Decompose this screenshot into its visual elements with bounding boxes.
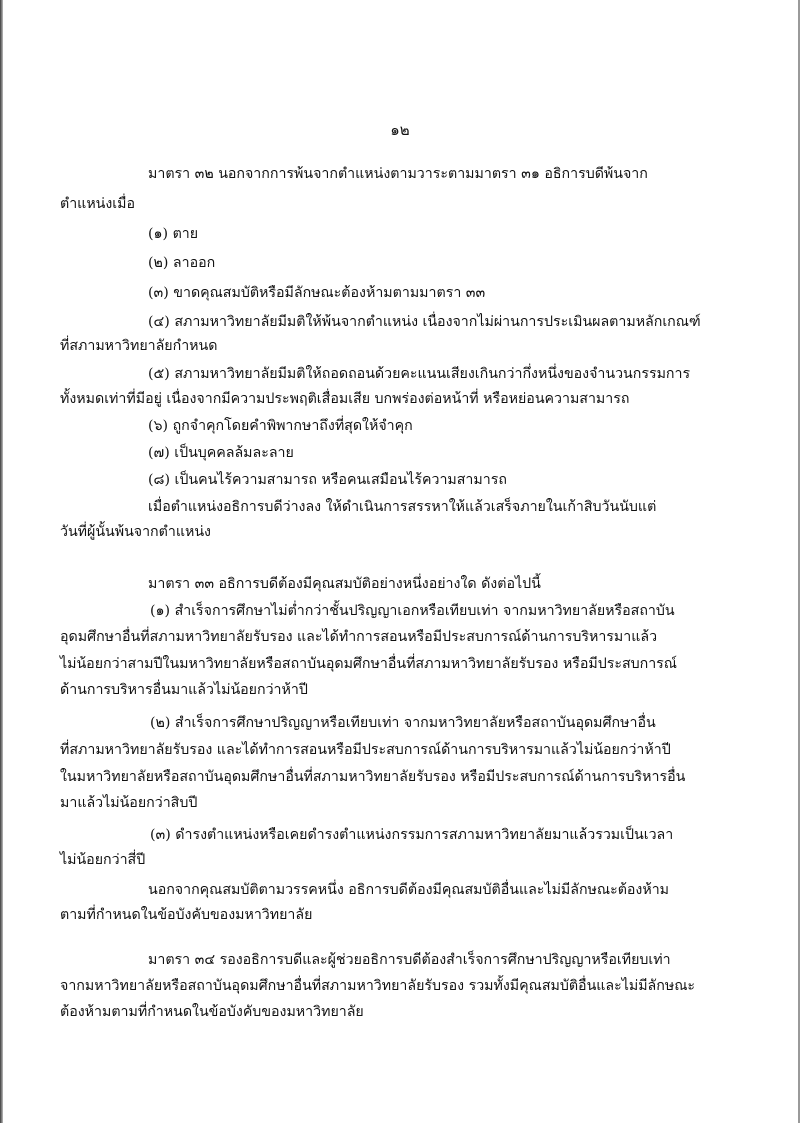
list-item: (๔) สภามหาวิทยาลัยมีมติให้พ้นจากตำแหน่ง เนื่องจากไม่ผ่านการประเมินผลตามหลักเกณฑ์	[148, 314, 701, 330]
list-item: (๒) ลาออก	[148, 255, 216, 271]
text-line: ในมหาวิทยาลัยหรือสถาบันอุดมศึกษาอื่นที่สภามหาวิทยาลัยรับรอง หรือมีประสบการณ์ด้านการบริหารอื่น	[60, 769, 686, 785]
section-33-heading-line: มาตรา ๓๓ อธิการบดีต้องมีคุณสมบัติอย่างหนึ่งอย่างใด ดังต่อไปนี้	[148, 576, 541, 592]
list-item: (๓) ขาดคุณสมบัติหรือมีลักษณะต้องห้ามตามมาตรา ๓๓	[148, 285, 486, 301]
page-number: ๑๒	[390, 121, 410, 139]
text-line: นอกจากคุณสมบัติตามวรรคหนึ่ง อธิการบดีต้องมีคุณสมบัติอื่นและไม่มีลักษณะต้องห้าม	[148, 882, 670, 898]
text-line: จากมหาวิทยาลัยหรือสถาบันอุดมศึกษาอื่นที่สภามหาวิทยาลัยรับรอง รวมทั้งมีคุณสมบัติอื่นและไม่มีลักษณะ	[60, 978, 695, 994]
list-item: (๓) ดำรงตำแหน่งหรือเคยดำรงตำแหน่งกรรมการสภามหาวิทยาลัยมาแล้วรวมเป็นเวลา	[150, 827, 674, 843]
section-32-heading-line: มาตรา ๓๒ นอกจากการพ้นจากตำแหน่งตามวาระตามมาตรา ๓๑ อธิการบดีพ้นจาก	[148, 166, 648, 182]
scan-edge-left	[0, 0, 3, 1123]
text-line: ที่สภามหาวิทยาลัยกำหนด	[60, 338, 218, 354]
list-item: (๕) สภามหาวิทยาลัยมีมติให้ถอดถอนด้วยคะแนนเสียงเกินกว่ากึ่งหนึ่งของจำนวนกรรมการ	[148, 366, 691, 382]
text-line: มาแล้วไม่น้อยกว่าสิบปี	[60, 795, 198, 811]
text-line: ทั้งหมดเท่าที่มีอยู่ เนื่องจากมีความประพฤติเสื่อมเสีย บกพร่องต่อหน้าที่ หรือหย่อนความสามารถ	[60, 391, 630, 407]
list-item: (๘) เป็นคนไร้ความสามารถ หรือคนเสมือนไร้ความสามารถ	[148, 472, 507, 488]
text-line: ตามที่กำหนดในข้อบังคับของมหาวิทยาลัย	[60, 907, 313, 923]
text-line: อุดมศึกษาอื่นที่สภามหาวิทยาลัยรับรอง และได้ทำการสอนหรือมีประสบการณ์ด้านการบริหารมาแล้ว	[60, 629, 658, 645]
list-item: (๑) สำเร็จการศึกษาไม่ต่ำกว่าชั้นปริญญาเอกหรือเทียบเท่า จากมหาวิทยาลัยหรือสถาบัน	[150, 603, 675, 619]
text-line: ด้านการบริหารอื่นมาแล้วไม่น้อยกว่าห้าปี	[60, 682, 308, 698]
text-line: ที่สภามหาวิทยาลัยรับรอง และได้ทำการสอนหรือมีประสบการณ์ด้านการบริหารมาแล้วไม่น้อยกว่าห้าปี	[60, 742, 671, 758]
text-line: ตำแหน่งเมื่อ	[60, 196, 136, 212]
list-item: (๖) ถูกจำคุกโดยคำพิพากษาถึงที่สุดให้จำคุก	[148, 418, 413, 434]
text-line: ไม่น้อยกว่าสี่ปี	[60, 852, 146, 868]
list-item: (๒) สำเร็จการศึกษาปริญญาหรือเทียบเท่า จากมหาวิทยาลัยหรือสถาบันอุดมศึกษาอื่น	[150, 715, 656, 731]
list-item: (๑) ตาย	[148, 226, 199, 242]
list-item: (๗) เป็นบุคคลล้มละลาย	[148, 445, 294, 461]
text-line: ไม่น้อยกว่าสามปีในมหาวิทยาลัยหรือสถาบันอุดมศึกษาอื่นที่สภามหาวิทยาลัยรับรอง หรือมีประสบการณ์	[60, 656, 677, 672]
text-line: เมื่อตำแหน่งอธิการบดีว่างลง ให้ดำเนินการสรรหาให้แล้วเสร็จภายในเก้าสิบวันนับแต่	[148, 499, 657, 515]
text-line: ต้องห้ามตามที่กำหนดในข้อบังคับของมหาวิทยาลัย	[60, 1004, 364, 1020]
section-34-heading-line: มาตรา ๓๔ รองอธิการบดีและผู้ช่วยอธิการบดีต้องสำเร็จการศึกษาปริญญาหรือเทียบเท่า	[148, 952, 671, 968]
text-line: วันที่ผู้นั้นพ้นจากตำแหน่ง	[60, 524, 211, 540]
